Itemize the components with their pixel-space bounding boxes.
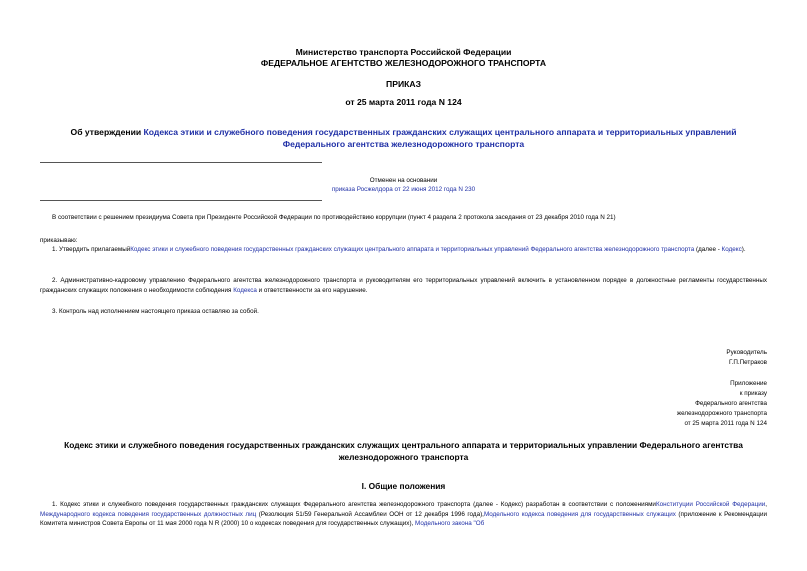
s1p1-text-a: 1. Кодекс этики и служебного поведения государственных гражданских служащих Федерального агентства железнодорожного транспорта (далее - Кодекс) разработан в соответствии с положениями (52, 501, 656, 508)
appendix-line-3: Федерального агентства (695, 400, 767, 407)
model-code-link[interactable]: Модельного кодекса поведения для государственных служащих (483, 510, 676, 518)
item-3-paragraph: 3. Контроль над исполнением настоящего приказа оставляю за собой. (52, 308, 259, 315)
appendix-line-5: от 25 марта 2011 года N 124 (684, 420, 767, 427)
appendix-line-1: Приложение (730, 380, 767, 387)
item-2-paragraph (40, 276, 767, 295)
appendix-line-4: железнодорожного транспорта (676, 410, 767, 417)
code-title: Кодекс этики и служебного поведения государственных гражданских служащих центрального аппарата и территориальных управлении Федерального агентства железнодорожного транспорта (64, 440, 743, 462)
order-title (40, 126, 767, 150)
model-law-link[interactable]: Модельного закона "Об (415, 520, 485, 527)
constitution-link[interactable]: Конституции Российской Федерации (655, 501, 766, 508)
item-1-mid: (далее - (694, 246, 722, 253)
signature-role: Руководитель (726, 349, 767, 356)
item-1-paragraph (40, 245, 767, 255)
agency-name: ФЕДЕРАЛЬНОЕ АГЕНТСТВО ЖЕЛЕЗНОДОРОЖНОГО ТРАНСПОРТА (260, 58, 547, 68)
signature-name: Г.П.Петраков (728, 359, 767, 366)
order-title-prefix: Об утверждении (70, 127, 144, 137)
code-link-item1[interactable]: Кодекс этики и служебного поведения государственных гражданских служащих центрального аппарата и территориальных управлений Федерального агентства железнодорожного транспорта (130, 246, 695, 253)
s1p1-text-d: (приложение к Рекомендации Комитета министров Совета Европы от 11 мая 2000 года N R (2000) 10 о кодексах поведения для государственных служащих), (40, 510, 767, 527)
intl-code-link[interactable]: Международного кодекса поведения государственных должностных лиц (40, 510, 257, 518)
item-2-suffix: и ответственности за его нарушение. (256, 286, 368, 294)
intro-paragraph: В соответствии с решением президиума Совета при Президенте Российской Федерации по противодействию коррупции (пункт 4 раздела 2 протокола заседания от 23 декабря 2010 года N 21) (52, 214, 616, 221)
doc-type: ПРИКАЗ (386, 79, 421, 89)
ministry-name: Министерство транспорта Российской Федерации (295, 47, 512, 57)
order-word: приказываю: (40, 237, 78, 244)
section-1-heading: I. Общие положения (361, 481, 446, 491)
s1p1-text-b: , (765, 501, 767, 508)
code-short-link-item1[interactable]: Кодекс (721, 246, 742, 253)
doc-date-number: от 25 марта 2011 года N 124 (345, 97, 462, 107)
item-1-prefix: 1. Утвердить прилагаемый (52, 246, 131, 253)
divider-top (40, 162, 322, 163)
cancel-order-link[interactable]: приказа Росжелдора от 22 июня 2012 года N 230 (331, 186, 476, 193)
section-1-paragraph-1 (40, 500, 767, 529)
appendix-line-2: к приказу (739, 390, 767, 397)
item-2-prefix: 2. Административно-кадровому управлению Федерального агентства железнодорожного транспорта и руководителям его территориальных управлений включить в установленном порядке в должностные регламенты государственных гражданских служащих положения о необходимости соблюдения (40, 277, 767, 294)
code-link-item2[interactable]: Кодекса (233, 286, 257, 294)
cancel-note-line1: Отменен на основании (369, 177, 438, 184)
divider-bottom (40, 200, 322, 201)
s1p1-text-c: (Резолюция 51/59 Генеральной Ассамблеи ООН от 12 декабря 1996 года), (256, 510, 484, 518)
item-1-suffix: ). (741, 246, 746, 253)
code-link-title[interactable]: Кодекса этики и служебного поведения государственных гражданских служащих центрального аппарата и территориальных управлений Федерального агентства железнодорожного транспорта (143, 127, 737, 149)
